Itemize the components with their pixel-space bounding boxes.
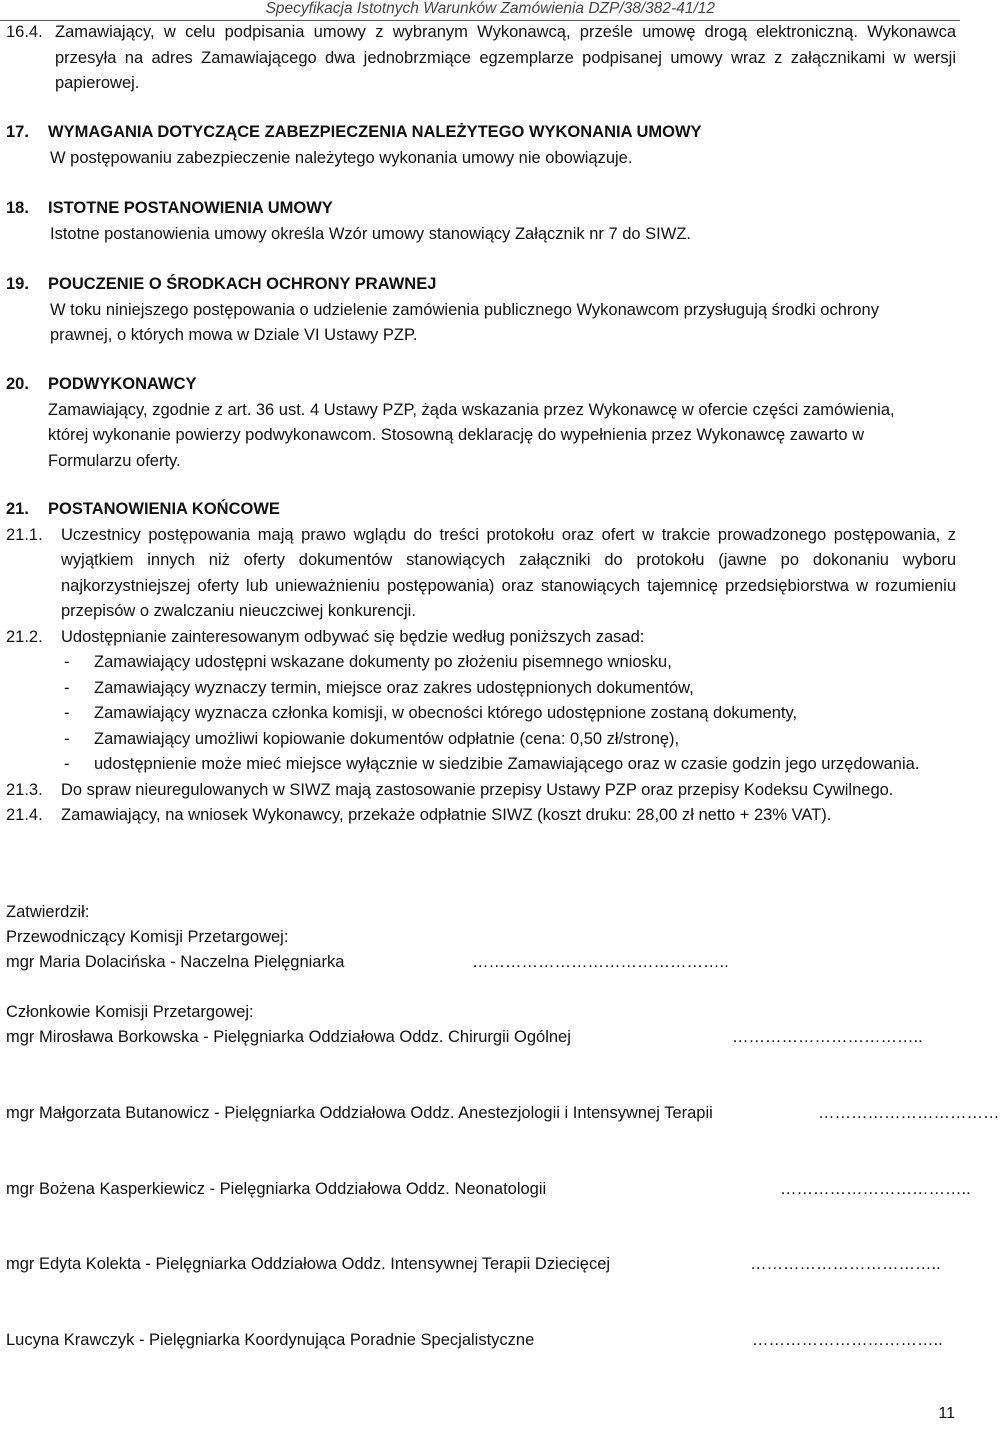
member-name: Lucyna Krawczyk - Pielęgniarka Koordynująca Poradnie Specjalistyczne [6,1331,535,1349]
signature-line: …………………………….. [752,1331,943,1349]
section-19 [0,272,960,349]
signature-line: ……………………………………….. [472,953,729,971]
member-name: mgr Małgorzata Butanowicz - Pielęgniarka Oddziałowa Oddz. Anestezjologii i Intensywnej Terapii [6,1104,713,1122]
members-label: Członkowie Komisji Przetargowej: [6,1003,254,1021]
section-text: Istotne postanowienia umowy określa Wzór umowy stanowiący Załącznik nr 7 do SIWZ. [50,224,692,243]
section-number: 19. [6,275,29,293]
signature-line: …………………………….. [750,1255,941,1273]
member-name: mgr Bożena Kasperkiewicz - Pielęgniarka Oddziałowa Oddz. Neonatologii [6,1180,547,1198]
page-header: Specyfikacja Istotnych Warunków Zamówienia DZP/38/382-41/12 [265,0,715,17]
section-title: WYMAGANIA DOTYCZĄCE ZABEZPIECZENIA NALEŻYTEGO WYKONANIA UMOWY [48,123,702,141]
paragraph-text: Zamawiający, na wniosek Wykonawcy, przekaże odpłatnie SIWZ (koszt druku: 28,00 zł netto + 23% VAT). [61,806,832,824]
paragraph-number: 16.4. [6,23,43,41]
rules-list [6,650,956,778]
chair-name: mgr Maria Dolacińska - Naczelna Pielęgniarka [6,953,345,971]
section-text: Zamawiający, zgodnie z art. 36 ust. 4 Ustawy PZP, żąda wskazania przez Wykonawcę w ofercie części zamówienia, której wykonanie powierzy podwykonawcom. Stosowną deklarację do wypełnienia przez Wykonawcę zawarto w Formularzu oferty. [48,400,895,470]
section-title: ISTOTNE POSTANOWIENIA UMOWY [48,199,333,217]
section-title: PODWYKONAWCY [48,375,197,393]
section-title: POUCZENIE O ŚRODKACH OCHRONY PRAWNEJ [48,275,437,293]
section-text: W toku niniejszego postępowania o udzielenie zamówienia publicznego Wykonawcom przysługują środki ochrony prawnej, o których mowa w Dziale VI Ustawy PZP. [50,300,879,344]
paragraph-number: 21.1. [6,525,43,544]
paragraph-21-4 [6,803,956,829]
approved-label: Zatwierdził: [6,903,90,921]
list-item: - Zamawiający umożliwi kopiowanie dokumentów odpłatnie (cena: 0,50 zł/stronę), [64,729,680,748]
paragraph-21-2 [6,625,956,651]
section-20 [0,372,960,474]
chair-label: Przewodniczący Komisji Przetargowej: [6,928,289,946]
signature-line: …………………………….. [780,1180,971,1198]
section-17 [0,120,960,171]
paragraph-number: 21.2. [6,627,43,646]
paragraph-text: Zamawiający, w celu podpisania umowy z wybranym Wykonawcą, prześle umowę drogą elektroniczną. Wykonawca przesyła na adres Zamawiającego dwa jednobrzmiące egzemplarze podpisanej umowy wraz z załącznikami w wersji papierowej. [55,23,956,92]
list-item: - Zamawiający udostępni wskazane dokumenty po złożeniu pisemnego wniosku, [64,653,672,671]
paragraph-number: 21.3. [6,780,43,799]
section-number: 21. [6,500,29,518]
paragraph-text: Udostępnianie zainteresowanym odbywać się będzie według poniższych zasad: [61,627,645,646]
section-number: 17. [6,123,29,141]
section-number: 18. [6,199,29,217]
list-item: - udostępnienie może mieć miejsce wyłącznie w siedzibie Zamawiającego oraz w czasie godzin jego urzędowania. [64,755,920,773]
section-number: 20. [6,375,29,393]
paragraph-text: Do spraw nieuregulowanych w SIWZ mają zastosowanie przepisy Ustawy PZP oraz przepisy Kodeksu Cywilnego. [61,780,894,799]
paragraph-21-3 [6,778,956,804]
page-number: 11 [938,1405,955,1422]
section-21 [0,497,960,829]
list-item: - Zamawiający wyznacza członka komisji, w obecności którego udostępnione zostaną dokumenty, [64,704,798,722]
section-18 [0,196,960,247]
member-name: mgr Mirosława Borkowska - Pielęgniarka Oddziałowa Oddz. Chirurgii Ogólnej [6,1028,571,1046]
list-item: - Zamawiający wyznaczy termin, miejsce oraz zakres udostępnionych dokumentów, [64,678,694,697]
paragraph-number: 21.4. [6,806,43,824]
member-name: mgr Edyta Kolekta - Pielęgniarka Oddziałowa Oddz. Intensywnej Terapii Dziecięcej [6,1255,611,1273]
paragraph-text: Uczestnicy postępowania mają prawo wglądu do treści protokołu oraz ofert w trakcie prowadzonego postępowania, z wyjątkiem innych niż oferty dokumentów stanowiących załączniki do protokołu (jawne po dokonaniu wyboru najkorzystniejszej oferty lub unieważnieniu postępowania) oraz stanowiących tajemnicę przedsiębiorstwa w rozumieniu przepisów o zwalczaniu nieuczciwej konkurencji. [61,525,956,620]
signature-line: …………………………… [818,1104,1000,1122]
paragraph-16-4 [0,20,960,97]
section-title: POSTANOWIENIA KOŃCOWE [48,500,280,518]
section-text: W postępowaniu zabezpieczenie należytego wykonania umowy nie obowiązuje. [50,148,633,167]
paragraph-21-1 [6,523,956,625]
signature-line: …………………………….. [732,1028,923,1046]
